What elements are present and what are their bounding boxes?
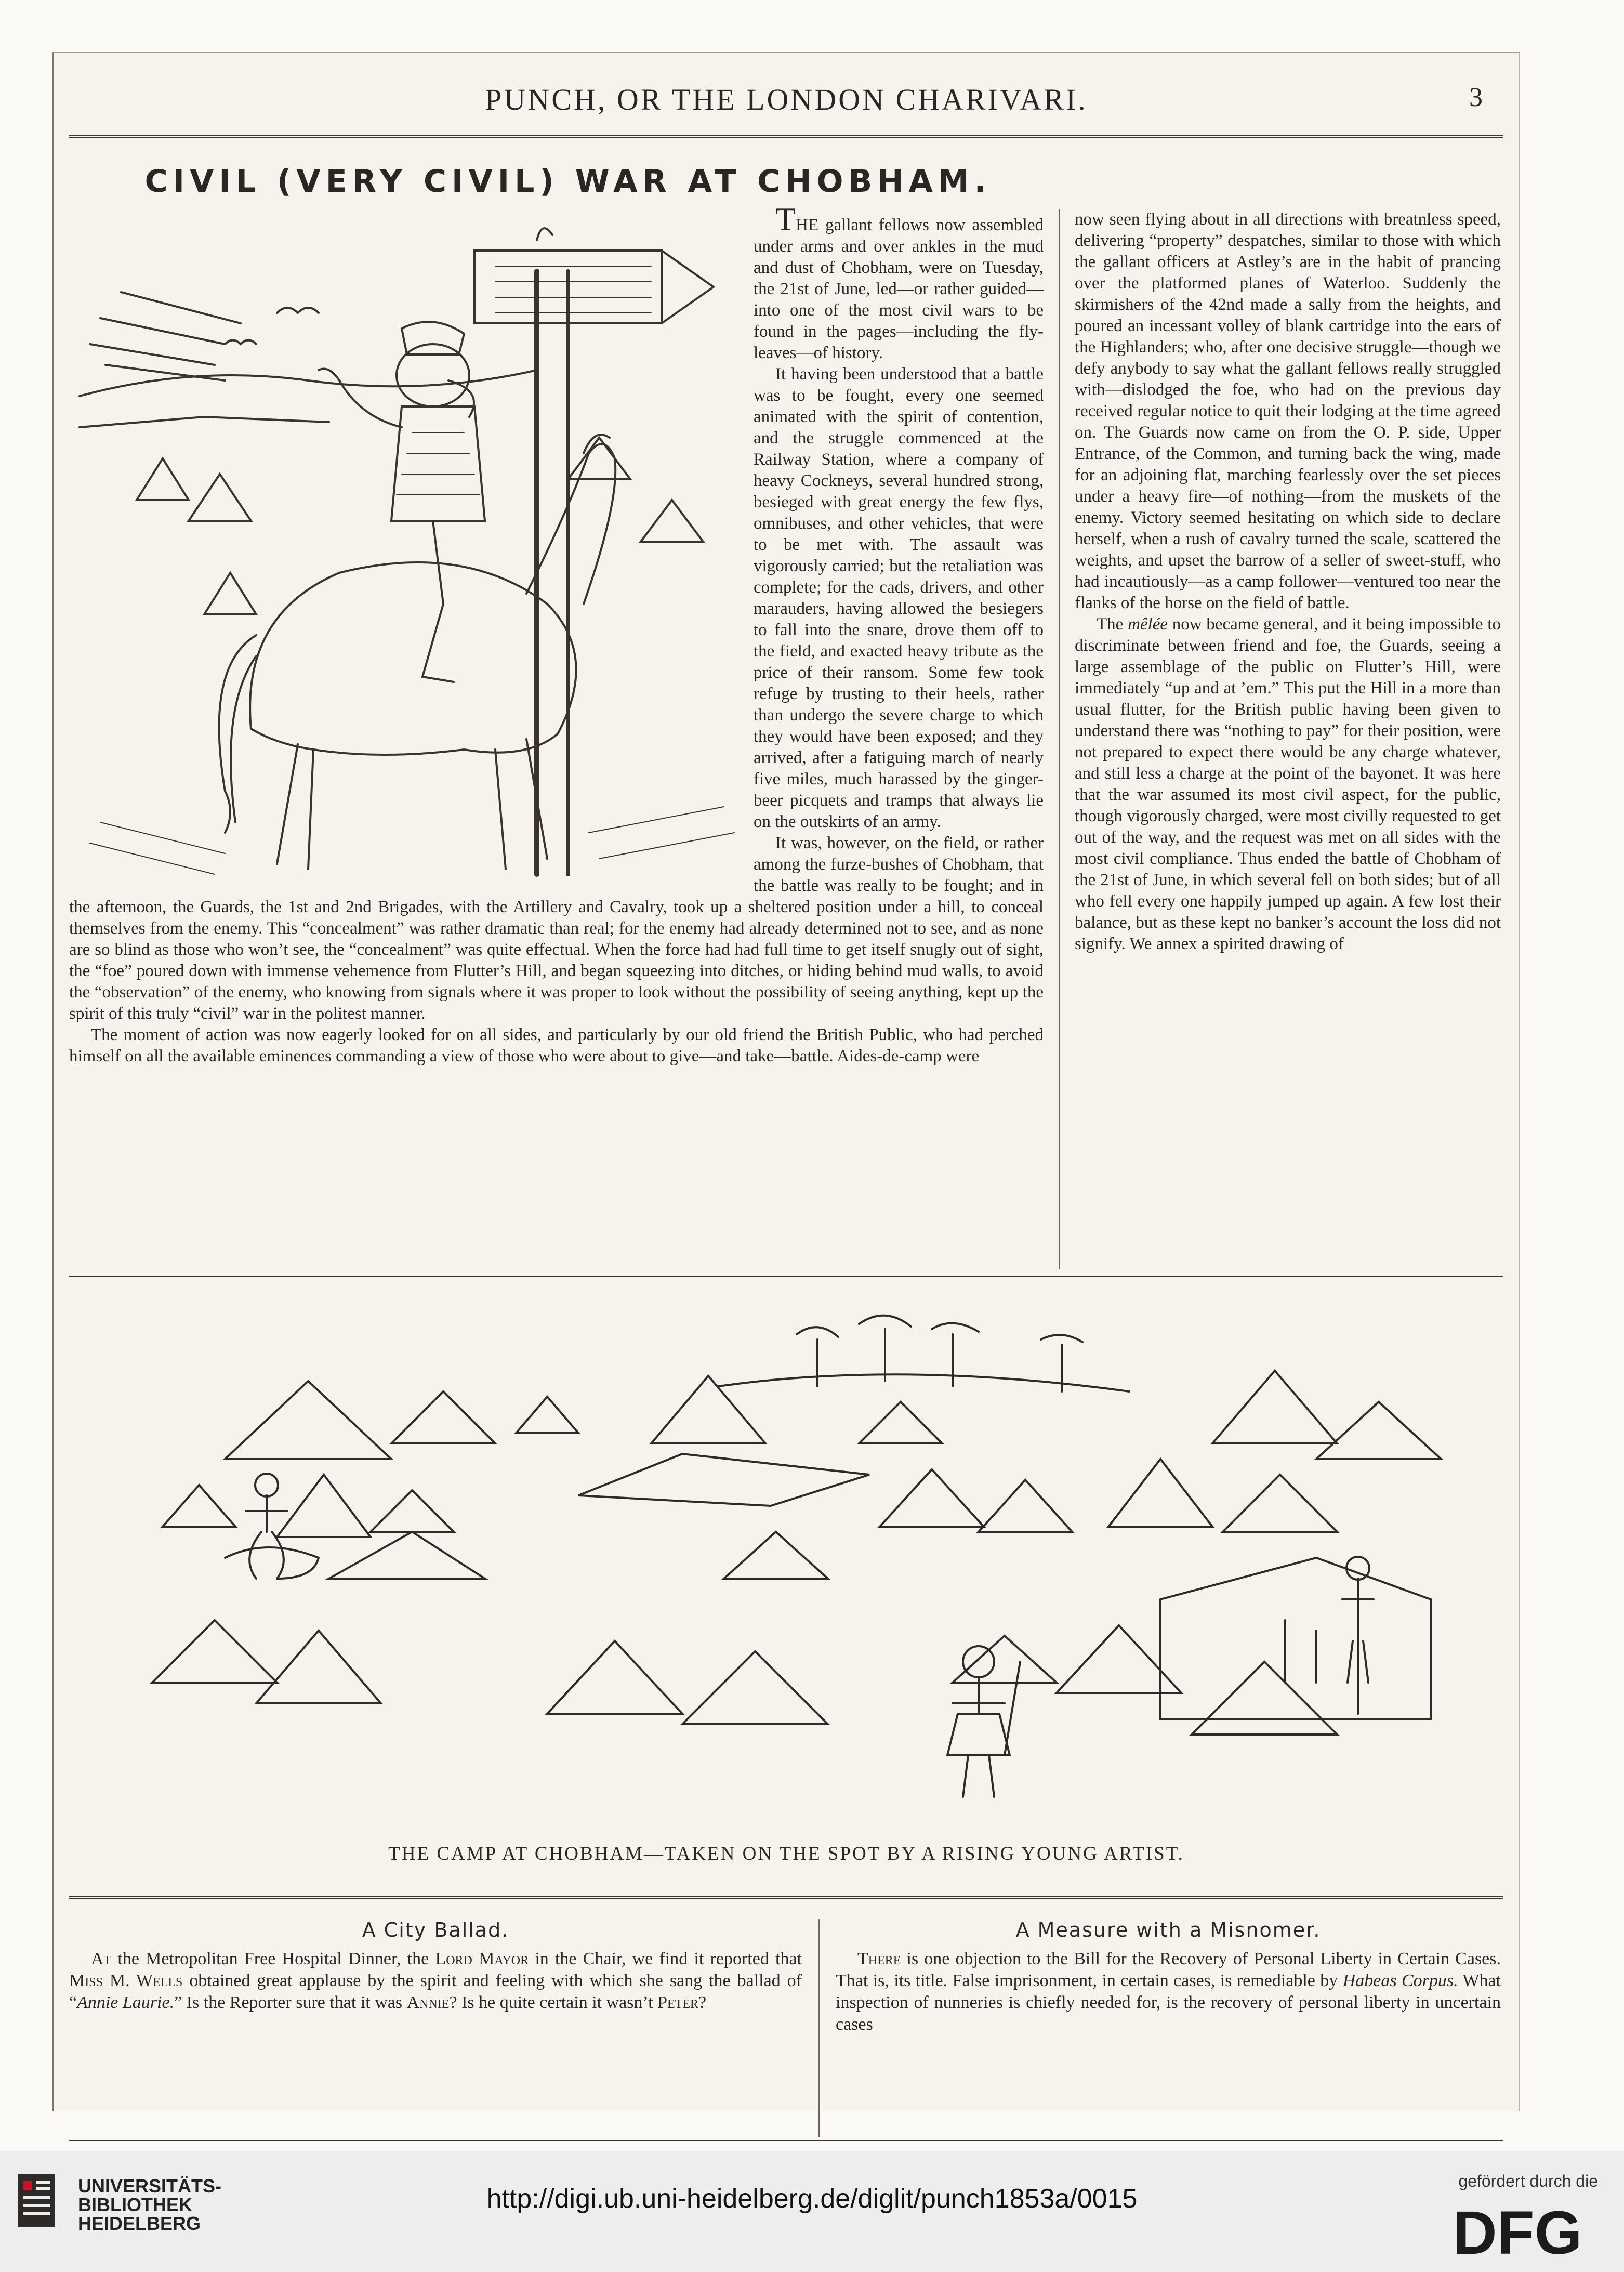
ballad-word: At xyxy=(91,1949,112,1968)
camp-tents-drawing xyxy=(121,1288,1483,1807)
running-head xyxy=(54,74,1519,131)
ballad-text: ? xyxy=(698,1993,707,2012)
city-ballad-section xyxy=(69,1919,802,2014)
ballad-text: in the Chair, we find it reported that xyxy=(529,1949,802,1968)
camp-caption: THE CAMP AT CHOBHAM—TAKEN ON THE SPOT BY A RISING YOUNG ARTIST. xyxy=(388,1843,1184,1864)
page-bottom-rule xyxy=(69,2140,1503,2141)
camp-illustration xyxy=(121,1288,1483,1807)
measure-habeas-corpus: Habeas Corpus. xyxy=(1342,1971,1458,1990)
paragraph-text: now became general, and it being impossible to discriminate between friend and foe, the Guards, seeing a large assemblage of the public on Flutter’s Hill, were immediately “up and at ’em.” This put the Hill in a more than usual flutter, for the British public having been given to understand there was “nothing to pay” for their position, were not prepared to expect there would be any charge whatever, and still less a charge at the point of the bayonet. It was here that the war assumed its most civil aspect, for the public, though vigorously charged, were most civilly requested to get out of the way, and the request was met on all sides with the most civil compliance. Thus ended the battle of Chobham of the 21st of June, in which several fell on both sides; but of all who fell every one happily jumped up again. A few lost their balance, but as these kept no banker’s account the loss did not signify. We annex a spirited drawing of xyxy=(1075,615,1501,953)
measure-text xyxy=(836,1948,1501,2035)
measure-word: There xyxy=(857,1949,901,1968)
ballad-miss-wells: Miss M. Wells xyxy=(69,1971,183,1990)
university-name: UNIVERSITÄTS- BIBLIOTHEK HEIDELBERG xyxy=(78,2175,222,2234)
ballad-text: the Metropolitan Free Hospital Dinner, the xyxy=(111,1949,435,1968)
article-paragraph-1: HE gallant fellows now assembled under arms and over ankles in the mud and dust of Chobham, were on Tuesday, the 21st of June, led—or rather guided—into one of the most civil wars to be found in the pages—including the fly-leaves—of history. xyxy=(754,216,1044,362)
measure-title: A Measure with a Misnomer. xyxy=(1015,1919,1321,1941)
melee-word: mêlée xyxy=(1128,615,1168,634)
bottom-column-divider xyxy=(818,1919,820,2137)
ballad-lord-mayor: Lord Mayor xyxy=(435,1949,529,1968)
ballad-peter: Peter xyxy=(657,1993,699,2012)
section-rule xyxy=(69,1276,1503,1277)
article-paragraph-2: It having been understood that a battle was to be fought, every one seemed animated with the spirit of contention, and the struggle commenced at the Railway Station, where a company of heavy Cockneys, several hundred strong, besieged with great energy the few flys, omnibuses, and other vehicles, that were to be met with. The assault was vigorously carried; but the retaliation was complete; for the cads, drivers, and other marauders, having allowed the besiegers to fall into the snare, drove them off to the field, and exacted heavy tribute as the price of their ransom. Some few took refuge by trusting to their heels, rather than undergo the severe charge to which they would have been exposed; and they arrived, after a fatiguing march of nearly five miles, much harassed by the ginger-beer picquets and tramps that always lie on the outskirts of an army. xyxy=(754,365,1044,831)
source-url-link[interactable]: http://digi.ub.uni-heidelberg.de/diglit/punch1853a/0015 xyxy=(486,2184,1138,2214)
funder-label: gefördert durch die xyxy=(1458,2172,1598,2190)
article-right-column xyxy=(1075,209,1501,1269)
bottom-section-rule xyxy=(69,1896,1503,1899)
page-number: 3 xyxy=(1469,83,1483,112)
article-title: CIVIL (VERY CIVIL) WAR AT CHOBHAM. xyxy=(144,163,992,200)
dfg-logo-icon xyxy=(1434,2203,1601,2260)
paragraph-text: The xyxy=(1097,615,1128,634)
ballad-text: ? Is he quite certain it wasn’t xyxy=(449,1993,658,2012)
ballad-annie-laurie: Annie Laurie. xyxy=(77,1993,175,2012)
ballad-text: obtained great applause by the spirit and feeling with which she sang the ballad of “ xyxy=(69,1971,802,2012)
article-paragraph-4: The moment of action was now eagerly looked for on all sides, and particularly by our old friend the British Public, who had perched himself on all the available eminences commanding a view of those who were about to give—and take—battle. Aides-de-camp were xyxy=(69,1026,1044,1066)
ballad-text: ” Is the Reporter sure that it was xyxy=(174,1993,407,2012)
city-ballad-title: A City Ballad. xyxy=(362,1919,509,1941)
footer-bar xyxy=(0,2151,1624,2272)
measure-text-part: What inspection of nunneries is chiefly needed for, is the recovery of personal liberty in uncertain cases xyxy=(836,1971,1501,2034)
dfg-logo-text: DFG xyxy=(1453,2203,1582,2260)
city-ballad-text xyxy=(69,1948,802,2014)
article-left-column xyxy=(69,201,1044,1269)
rider-illustration xyxy=(69,209,742,879)
article-paragraph-6 xyxy=(1075,614,1501,955)
column-divider xyxy=(1059,209,1060,1269)
article-paragraph-5: now seen flying about in all directions with breatnless speed, delivering “property” despatches, similar to those with which the gallant officers at Astley’s are in the habit of prancing over the platformed planes of Waterloo. Suddenly the skirmishers of the 42nd made a sally from the heights, and poured an incessant volley of blank cartridge into the ears of the Highlanders; who, after one decisive struggle—though we defy anybody to say what the gallant fellows really struggled with—dislodged the foe, who had on the previous day received regular notice to quit their lodging at the time agreed on. The Guards now came on from the O. P. side, Upper Entrance, of the Common, and turning back the wing, made for an adjoining flat, marching fearlessly over the set pieces under a heavy fire—of nothing—from the muskets of the enemy. Victory seemed hesitating on which side to declare herself, when a rush of cavalry turned the scale, scattered the weights, and upset the barrow of a seller of sweet-stuff, who had incautiously—as a camp follower—ventured too near the flanks of the horse on the field of battle. xyxy=(1075,210,1501,612)
measure-text-part: is one objection to the Bill for the Recovery of Personal Liberty in Certain Cases. That is, its title. False imprisonment, in certain cases, is remediable by xyxy=(836,1949,1501,1990)
drop-cap: T xyxy=(775,201,796,238)
newspaper-page xyxy=(52,52,1520,2111)
article-paragraph-3: It was, however, on the field, or rather among the furze-bushes of Chobham, that the battle was really to be fought; and in the afternoon, the Guards, the 1st and 2nd Brigades, with the Artillery and Cavalry, took up a sheltered position under a hill, to conceal themselves from the enemy. This “concealment” was rather dramatic than real; for the enemy had already determined not to see, and as none are so blind as those who won’t see, the “concealment” was quite effectual. When the force had had full time to get itself snugly out of sight, the “foe” poured down with immense vehemence from Flutter’s Hill, and began squeezing into ditches, or hiding behind mud walls, to avoid the “observation” of the enemy, who knowing from signals where it was proper to look without the possibility of seeing anything, kept up the spirit of this truly “civil” war in the politest manner. xyxy=(69,834,1044,1023)
ballad-annie: Annie xyxy=(406,1993,450,2012)
header-rule xyxy=(69,135,1503,138)
measure-section xyxy=(836,1919,1501,2035)
running-title: PUNCH, OR THE LONDON CHARIVARI. xyxy=(485,83,1088,116)
rider-on-horse-drawing xyxy=(69,209,742,879)
